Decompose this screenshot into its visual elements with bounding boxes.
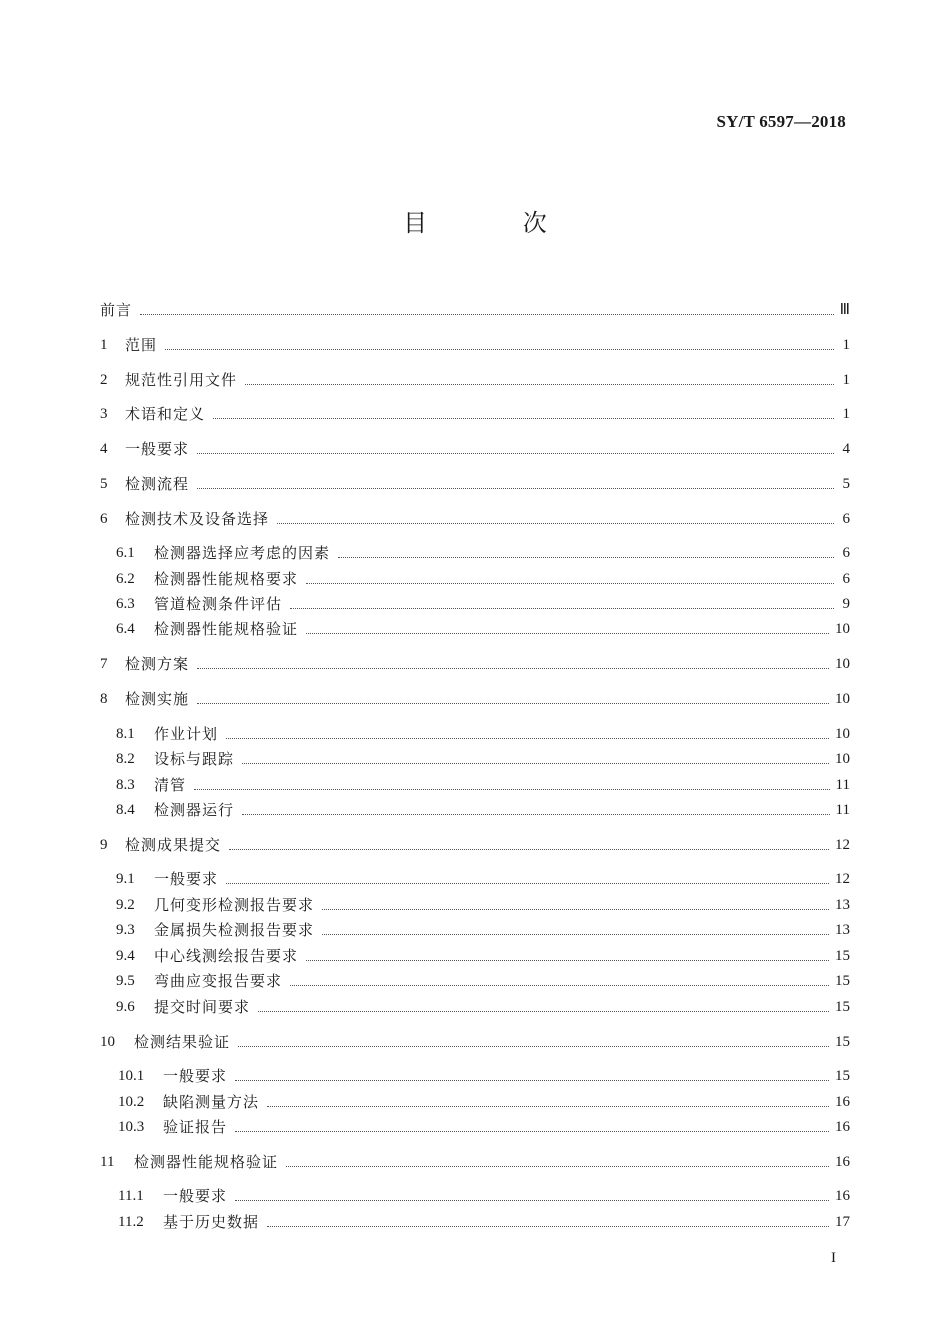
toc-entry[interactable] [116, 565, 850, 589]
dot-leader [286, 1165, 829, 1167]
dot-leader [322, 908, 829, 910]
toc-entry-label: 一般要求 [125, 440, 190, 458]
toc-entry-number: 1 [100, 337, 108, 353]
toc-entry[interactable] [118, 1208, 850, 1232]
toc-entry[interactable] [116, 865, 850, 889]
toc-entry[interactable] [118, 1062, 850, 1086]
toc-entry-label: 检测技术及设备选择 [125, 510, 270, 528]
toc-entry[interactable] [100, 505, 850, 529]
toc-entry-page: 10 [835, 621, 850, 637]
toc-entry-page: 9 [842, 596, 850, 612]
dot-leader [213, 417, 834, 419]
toc-entry[interactable] [116, 590, 850, 614]
standard-code: SY/T 6597—2018 [716, 112, 846, 131]
toc-entry-label: 检测方案 [125, 655, 190, 673]
dot-leader [194, 788, 830, 790]
toc-entry[interactable] [116, 615, 850, 639]
toc-entry-label: 设标与跟踪 [154, 750, 235, 768]
dot-leader [290, 607, 834, 609]
toc-entry[interactable] [116, 942, 850, 966]
toc-entry-number: 9.3 [116, 922, 135, 938]
dot-leader [306, 959, 829, 961]
toc-entry-number: 9.4 [116, 948, 135, 964]
dot-leader [277, 522, 834, 524]
toc-entry[interactable] [100, 296, 850, 320]
toc-entry-label: 一般要求 [163, 1187, 228, 1205]
toc-entry-label: 前言 [100, 301, 133, 319]
toc-entry-number: 8.4 [116, 802, 135, 818]
toc-entry-page: 13 [835, 922, 850, 938]
toc-entry-label: 检测器运行 [154, 801, 235, 819]
toc-entry-number: 10.2 [118, 1094, 145, 1110]
toc-entry[interactable] [100, 831, 850, 855]
toc-entry[interactable] [118, 1182, 850, 1206]
toc-entry-page: 16 [835, 1094, 850, 1110]
toc-entry-page: 6 [842, 511, 850, 527]
toc-entry-number: 10 [100, 1034, 115, 1050]
toc-entry-label: 作业计划 [154, 725, 219, 743]
dot-leader [197, 667, 829, 669]
toc-entry[interactable] [116, 796, 850, 820]
toc-entry-label: 术语和定义 [125, 405, 206, 423]
dot-leader [238, 1045, 829, 1047]
toc-entry-page: 15 [835, 999, 850, 1015]
toc-entry[interactable] [100, 1148, 850, 1172]
toc-entry-number: 2 [100, 372, 108, 388]
toc-entry-page: Ⅲ [839, 302, 850, 318]
toc-entry-page: 1 [842, 337, 850, 353]
dot-leader [258, 1010, 829, 1012]
toc-entry-page: 4 [842, 441, 850, 457]
toc-entry-label: 几何变形检测报告要求 [154, 896, 315, 914]
toc-entry-page: 10 [835, 726, 850, 742]
toc-entry-label: 一般要求 [163, 1067, 228, 1085]
toc-entry[interactable] [100, 435, 850, 459]
toc-entry[interactable] [116, 771, 850, 795]
dot-leader [322, 933, 829, 935]
toc-entry-number: 9.6 [116, 999, 135, 1015]
toc-entry-label: 缺陷测量方法 [163, 1093, 260, 1111]
toc-entry-label: 中心线测绘报告要求 [154, 947, 299, 965]
toc-entry[interactable] [100, 400, 850, 424]
toc-entry-number: 8 [100, 691, 108, 707]
toc-entry-number: 6.4 [116, 621, 135, 637]
toc-entry-number: 8.1 [116, 726, 135, 742]
dot-leader [242, 813, 830, 815]
toc-entry-number: 9.1 [116, 871, 135, 887]
toc-entry[interactable] [116, 993, 850, 1017]
dot-leader [338, 556, 834, 558]
dot-leader [242, 762, 829, 764]
toc-entry-number: 8.3 [116, 777, 135, 793]
toc-entry-number: 5 [100, 476, 108, 492]
toc-entry-page: 17 [835, 1214, 850, 1230]
toc-entry[interactable] [100, 331, 850, 355]
toc-entry-number: 10.1 [118, 1068, 145, 1084]
toc-entry[interactable] [100, 1028, 850, 1052]
dot-leader [267, 1225, 829, 1227]
toc-entry-number: 9 [100, 837, 108, 853]
toc-entry-page: 6 [842, 571, 850, 587]
dot-leader [197, 487, 834, 489]
toc-entry-label: 检测器性能规格验证 [134, 1153, 279, 1171]
toc-entry-label: 规范性引用文件 [125, 371, 238, 389]
toc-entry-page: 10 [835, 751, 850, 767]
toc-entry-label: 范围 [125, 336, 158, 354]
dot-leader [245, 383, 834, 385]
toc-entry-page: 10 [835, 656, 850, 672]
toc-entry[interactable] [100, 650, 850, 674]
toc-entry-page: 11 [835, 777, 850, 793]
dot-leader [226, 737, 829, 739]
toc-entry-label: 管道检测条件评估 [154, 595, 283, 613]
toc-entry-page: 12 [835, 871, 850, 887]
toc-entry-number: 9.2 [116, 897, 135, 913]
toc-entry-page: 13 [835, 897, 850, 913]
toc-entry-label: 检测成果提交 [125, 836, 222, 854]
toc-entry-number: 10.3 [118, 1119, 145, 1135]
page-title: 目 次 [403, 209, 591, 237]
toc-entry[interactable] [118, 1113, 850, 1137]
toc-entry-page: 10 [835, 691, 850, 707]
toc-entry-label: 检测器性能规格要求 [154, 570, 299, 588]
toc-entry-number: 6 [100, 511, 108, 527]
toc-entry-number: 6.1 [116, 545, 135, 561]
toc-entry[interactable] [116, 745, 850, 769]
dot-leader [197, 702, 829, 704]
toc-entry[interactable] [116, 539, 850, 563]
toc-entry[interactable] [116, 967, 850, 991]
toc-entry-number: 11.1 [118, 1188, 144, 1204]
toc-entry-page: 15 [835, 973, 850, 989]
toc-entry-number: 6.3 [116, 596, 135, 612]
toc-entry-page: 16 [835, 1188, 850, 1204]
toc-entry-number: 11 [100, 1154, 115, 1170]
toc-entry-label: 基于历史数据 [163, 1213, 260, 1231]
table-of-contents [100, 0, 850, 1260]
toc-entry-number: 7 [100, 656, 108, 672]
toc-entry-page: 15 [835, 948, 850, 964]
dot-leader [140, 313, 834, 315]
dot-leader [306, 632, 829, 634]
toc-entry-label: 检测流程 [125, 475, 190, 493]
toc-entry-number: 9.5 [116, 973, 135, 989]
dot-leader [306, 582, 834, 584]
toc-entry-page: 5 [842, 476, 850, 492]
dot-leader [197, 452, 834, 454]
toc-entry-label: 提交时间要求 [154, 998, 251, 1016]
toc-entry[interactable] [116, 916, 850, 940]
toc-entry-label: 金属损失检测报告要求 [154, 921, 315, 939]
toc-entry-number: 8.2 [116, 751, 135, 767]
toc-entry-label: 清管 [154, 776, 187, 794]
dot-leader [165, 348, 834, 350]
toc-entry-page: 12 [835, 837, 850, 853]
dot-leader [229, 848, 829, 850]
toc-entry-page: 6 [842, 545, 850, 561]
toc-entry-number: 6.2 [116, 571, 135, 587]
toc-entry-label: 检测器性能规格验证 [154, 620, 299, 638]
toc-entry-number: 3 [100, 406, 108, 422]
toc-entry-number: 11.2 [118, 1214, 144, 1230]
dot-leader [235, 1130, 829, 1132]
toc-entry-number: 4 [100, 441, 108, 457]
toc-entry[interactable] [100, 470, 850, 494]
toc-entry-label: 一般要求 [154, 870, 219, 888]
toc-entry-label: 弯曲应变报告要求 [154, 972, 283, 990]
toc-entry-page: 15 [835, 1034, 850, 1050]
toc-entry-page: 1 [842, 372, 850, 388]
toc-entry-page: 16 [835, 1154, 850, 1170]
dot-leader [290, 984, 829, 986]
toc-entry[interactable] [116, 891, 850, 915]
toc-entry[interactable] [100, 685, 850, 709]
dot-leader [226, 882, 829, 884]
toc-entry-page: 11 [835, 802, 850, 818]
dot-leader [267, 1105, 829, 1107]
page-number: I [831, 1250, 836, 1266]
toc-entry-label: 检测实施 [125, 690, 190, 708]
dot-leader [235, 1079, 829, 1081]
toc-entry-page: 1 [842, 406, 850, 422]
toc-entry-page: 16 [835, 1119, 850, 1135]
toc-entry-page: 15 [835, 1068, 850, 1084]
toc-entry[interactable] [118, 1088, 850, 1112]
toc-entry-label: 验证报告 [163, 1118, 228, 1136]
toc-entry[interactable] [100, 366, 850, 390]
dot-leader [235, 1199, 829, 1201]
toc-entry-label: 检测器选择应考虑的因素 [154, 544, 331, 562]
toc-entry-label: 检测结果验证 [134, 1033, 231, 1051]
toc-entry[interactable] [116, 720, 850, 744]
